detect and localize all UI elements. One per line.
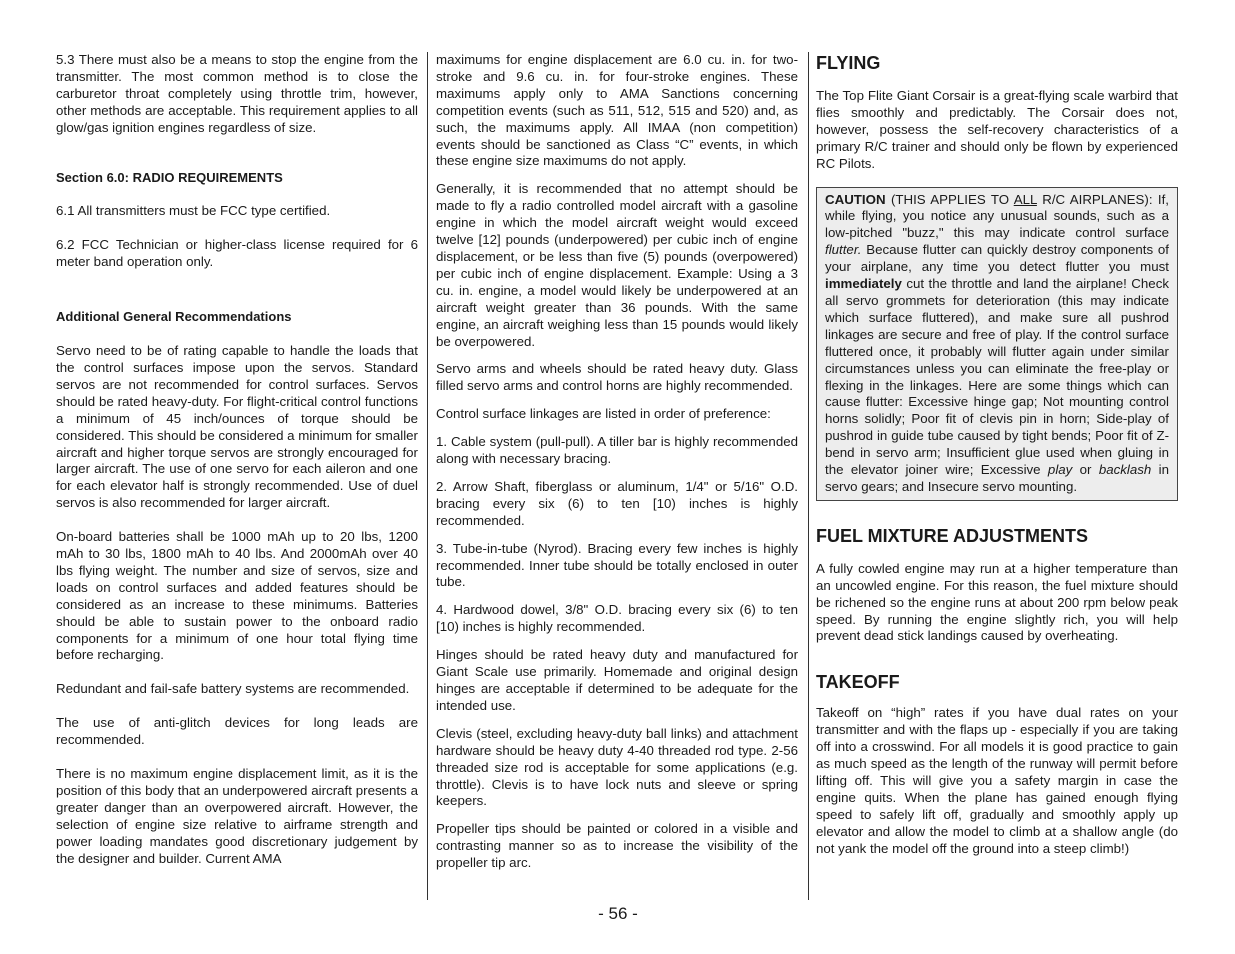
paragraph-servo: Servo need to be of rating capable to handle the loads that the control surfaces impose upon the servos. Standard servos are not recommended for control surfaces. Servos should be rated heavy-duty. For flight-critical control functions a minimum of 45 inch/ounces of torque should be considered. This should be considered a minimum for smaller aircraft and higher torque servos are strongly encouraged for larger aircraft. The use of one servo for each aileron and one for each elevator half is strongly recommended. Use of duel servos is also recommended for larger aircraft.: [56, 343, 418, 511]
caution-flutter: flutter.: [825, 242, 862, 258]
caution-text-4: in servo gears; and Insecure servo mounting.: [825, 462, 1169, 494]
fuel-mixture-heading: FUEL MIXTURE ADJUSTMENTS: [816, 525, 1089, 546]
caution-or: or: [1072, 462, 1099, 478]
paragraph-flying: The Top Flite Giant Corsair is a great-flying scale warbird that flies smoothly and predictably. The Corsair does not, however, possess the self-recovery characteristics of a primary R/C trainer and should only be flown by experienced RC Pilots.: [816, 88, 1178, 171]
linkage-item-3: 3. Tube-in-tube (Nyrod). Bracing every few inches is highly recommended. Inner tube should be totally enclosed in outer tube.: [436, 540, 798, 590]
caution-box: [816, 187, 1178, 501]
paragraph-takeoff: Takeoff on “high” rates if you have dual rates on your transmitter and with the flaps up - especially if you are taking off into a crosswind. For all models it is good practice to gain as much speed as the length of the runway will permit before lifting off. This will give you a safety margin in case the engine quits. When the plane has gained enough flying speed to safely lift off, gradually and smoothly apply up elevator and allow the model to climb at a shallow angle (do not yank the model off the ground into a steep climb!): [816, 705, 1178, 856]
page-number: - 56 -: [598, 904, 638, 923]
linkage-item-4: 4. Hardwood dowel, 3/8" O.D. bracing every six (6) to ten [10) inches is highly recommended.: [436, 602, 798, 635]
paragraph-6-2: 6.2 FCC Technician or higher-class license required for 6 meter band operation only.: [56, 237, 418, 270]
paragraph-redundant: Redundant and fail-safe battery systems are recommended.: [56, 681, 410, 697]
caution-all: ALL: [1013, 191, 1037, 207]
column-left: [56, 52, 418, 868]
column-right: [816, 52, 1178, 858]
caution-play: play: [1047, 462, 1073, 478]
caution-backlash: backlash: [1098, 462, 1152, 478]
caution-lead-1: (THIS APPLIES TO: [885, 191, 1014, 207]
caution-text-3: cut the throttle and land the airplane! Check all servo grommets for deterioration (this may indicate which surface fluttered), and make sure all pushrod linkages are secure and free of play. If the control surface fluttered once, it probably will flutter again under similar circumstances unless you can eliminate the free-play or flexing in the linkages. Here are some things which can cause flutter: Excessive hinge gap; Not mounting control horns solidly; Poor fit of clevis pin in horn; Side-play of pushrod in guide tube caused by tight bends; Poor fit of Z-bend in servo arm; Insufficient glue used when gluing in the elevator joiner wire; Excessive: [825, 276, 1169, 478]
flying-heading: FLYING: [816, 53, 881, 73]
section-6-heading: Section 6.0: RADIO REQUIREMENTS: [56, 169, 283, 185]
column-divider-2: [808, 52, 809, 900]
paragraph-propeller: Propeller tips should be painted or colored in a visible and contrasting manner so as to increase the visibility of the propeller tip arc.: [436, 821, 798, 871]
paragraph-5-3: 5.3 There must also be a means to stop the engine from the transmitter. The most common method is to close the carburetor throat completely using throttle trim, however, other methods are acceptable. This requirement applies to all glow/gas ignition engines regardless of size.: [56, 52, 418, 135]
column-middle: [436, 52, 798, 872]
caution-lead-2: R/C AIRPLANES):: [1036, 191, 1153, 207]
paragraph-ama-maximums: maximums for engine displacement are 6.0 cu. in. for two-stroke and 9.6 cu. in. for four-stroke engines. These maximums apply only to AMA Sanctions concerning competition events (such as 511, 512, 515 and 520) and, as such, the maximums apply. All IMAA (non competition) events should be sanctioned as Class “C” events, in which these engine size maximums do not apply.: [436, 52, 798, 169]
paragraph-fuel-mixture: A fully cowled engine may run at a higher temperature than an uncowled engine. For this reason, the fuel mixture should be richened so the engine runs at about 200 rpm below peak speed. By running the engine slightly rich, you will help prevent dead stick landings caused by overheating.: [816, 560, 1178, 644]
takeoff-heading: TAKEOFF: [816, 672, 900, 693]
caution-immediately: immediately: [825, 276, 902, 292]
paragraph-no-max-displacement: There is no maximum engine displacement limit, as it is the position of this body that an underpowered aircraft presents a greater danger than an overpowered aircraft. However, the selection of engine size relative to airframe strength and power loading mandates good discretionary judgement by the designer and builder. Current AMA: [56, 766, 418, 866]
caution-text-2: Because flutter can quickly destroy components of your airplane, any time you detect flutter you must: [825, 242, 1169, 275]
additional-recommendations-heading: Additional General Recommendations: [56, 309, 292, 325]
linkage-item-1: 1. Cable system (pull-pull). A tiller bar is highly recommended along with necessary bracing.: [436, 434, 798, 467]
linkage-item-2: 2. Arrow Shaft, fiberglass or aluminum, 1/4" or 5/16" O.D. bracing every six (6) to ten [10) inches is highly recommended.: [436, 478, 798, 528]
paragraph-generally: Generally, it is recommended that no attempt should be made to fly a radio controlled model aircraft with a gasoline engine in which the model aircraft weight would exceed twelve [12] pounds (underpowered) per cubic inch of engine displacement, or be less than five (5) pounds (overpowered) per cubic inch of engine displacement. Example: Using a 3 cu. in. engine, a model would likely be underpowered at an aircraft weight greater than 36 pounds. With the same engine, an aircraft weighing less than 15 pounds would likely be overpowered.: [436, 181, 798, 349]
column-divider-1: [427, 52, 428, 900]
paragraph-anti-glitch: The use of anti-glitch devices for long leads are recommended.: [56, 715, 418, 748]
paragraph-batteries: On-board batteries shall be 1000 mAh up to 20 lbs, 1200 mAh to 30 lbs, 1800 mAh to 40 lbs. And 2000mAh over 40 lbs flying weight. The number and size of servos, size and loads on control surfaces and added features should be considered as an increase to these minimums. Batteries should be able to sustain power to the onboard radio components for a minimum of one hour total flying time before recharging.: [56, 529, 418, 663]
paragraph-servo-arms: Servo arms and wheels should be rated heavy duty. Glass filled servo arms and control horns are highly recommended.: [436, 361, 798, 394]
paragraph-clevis: Clevis (steel, excluding heavy-duty ball links) and attachment hardware should be heavy duty 4-40 threaded rod type. 2-56 threaded size rod is acceptable for some applications (e.g. throttle). Clevis is to have lock nuts and sleeve or spring keepers.: [436, 725, 798, 809]
caution-text-1: If, while flying, you notice any unusual sounds, such as a low-pitched "buzz," this may indicate control surface: [825, 191, 1169, 241]
paragraph-hinges: Hinges should be rated heavy duty and manufactured for Giant Scale use primarily. Homemade and original design hinges are acceptable if determined to be adequate for the intended use.: [436, 647, 798, 713]
paragraph-linkages-intro: Control surface linkages are listed in order of preference:: [436, 406, 771, 422]
paragraph-6-1: 6.1 All transmitters must be FCC type certified.: [56, 203, 331, 219]
caution-label: CAUTION: [825, 191, 886, 207]
